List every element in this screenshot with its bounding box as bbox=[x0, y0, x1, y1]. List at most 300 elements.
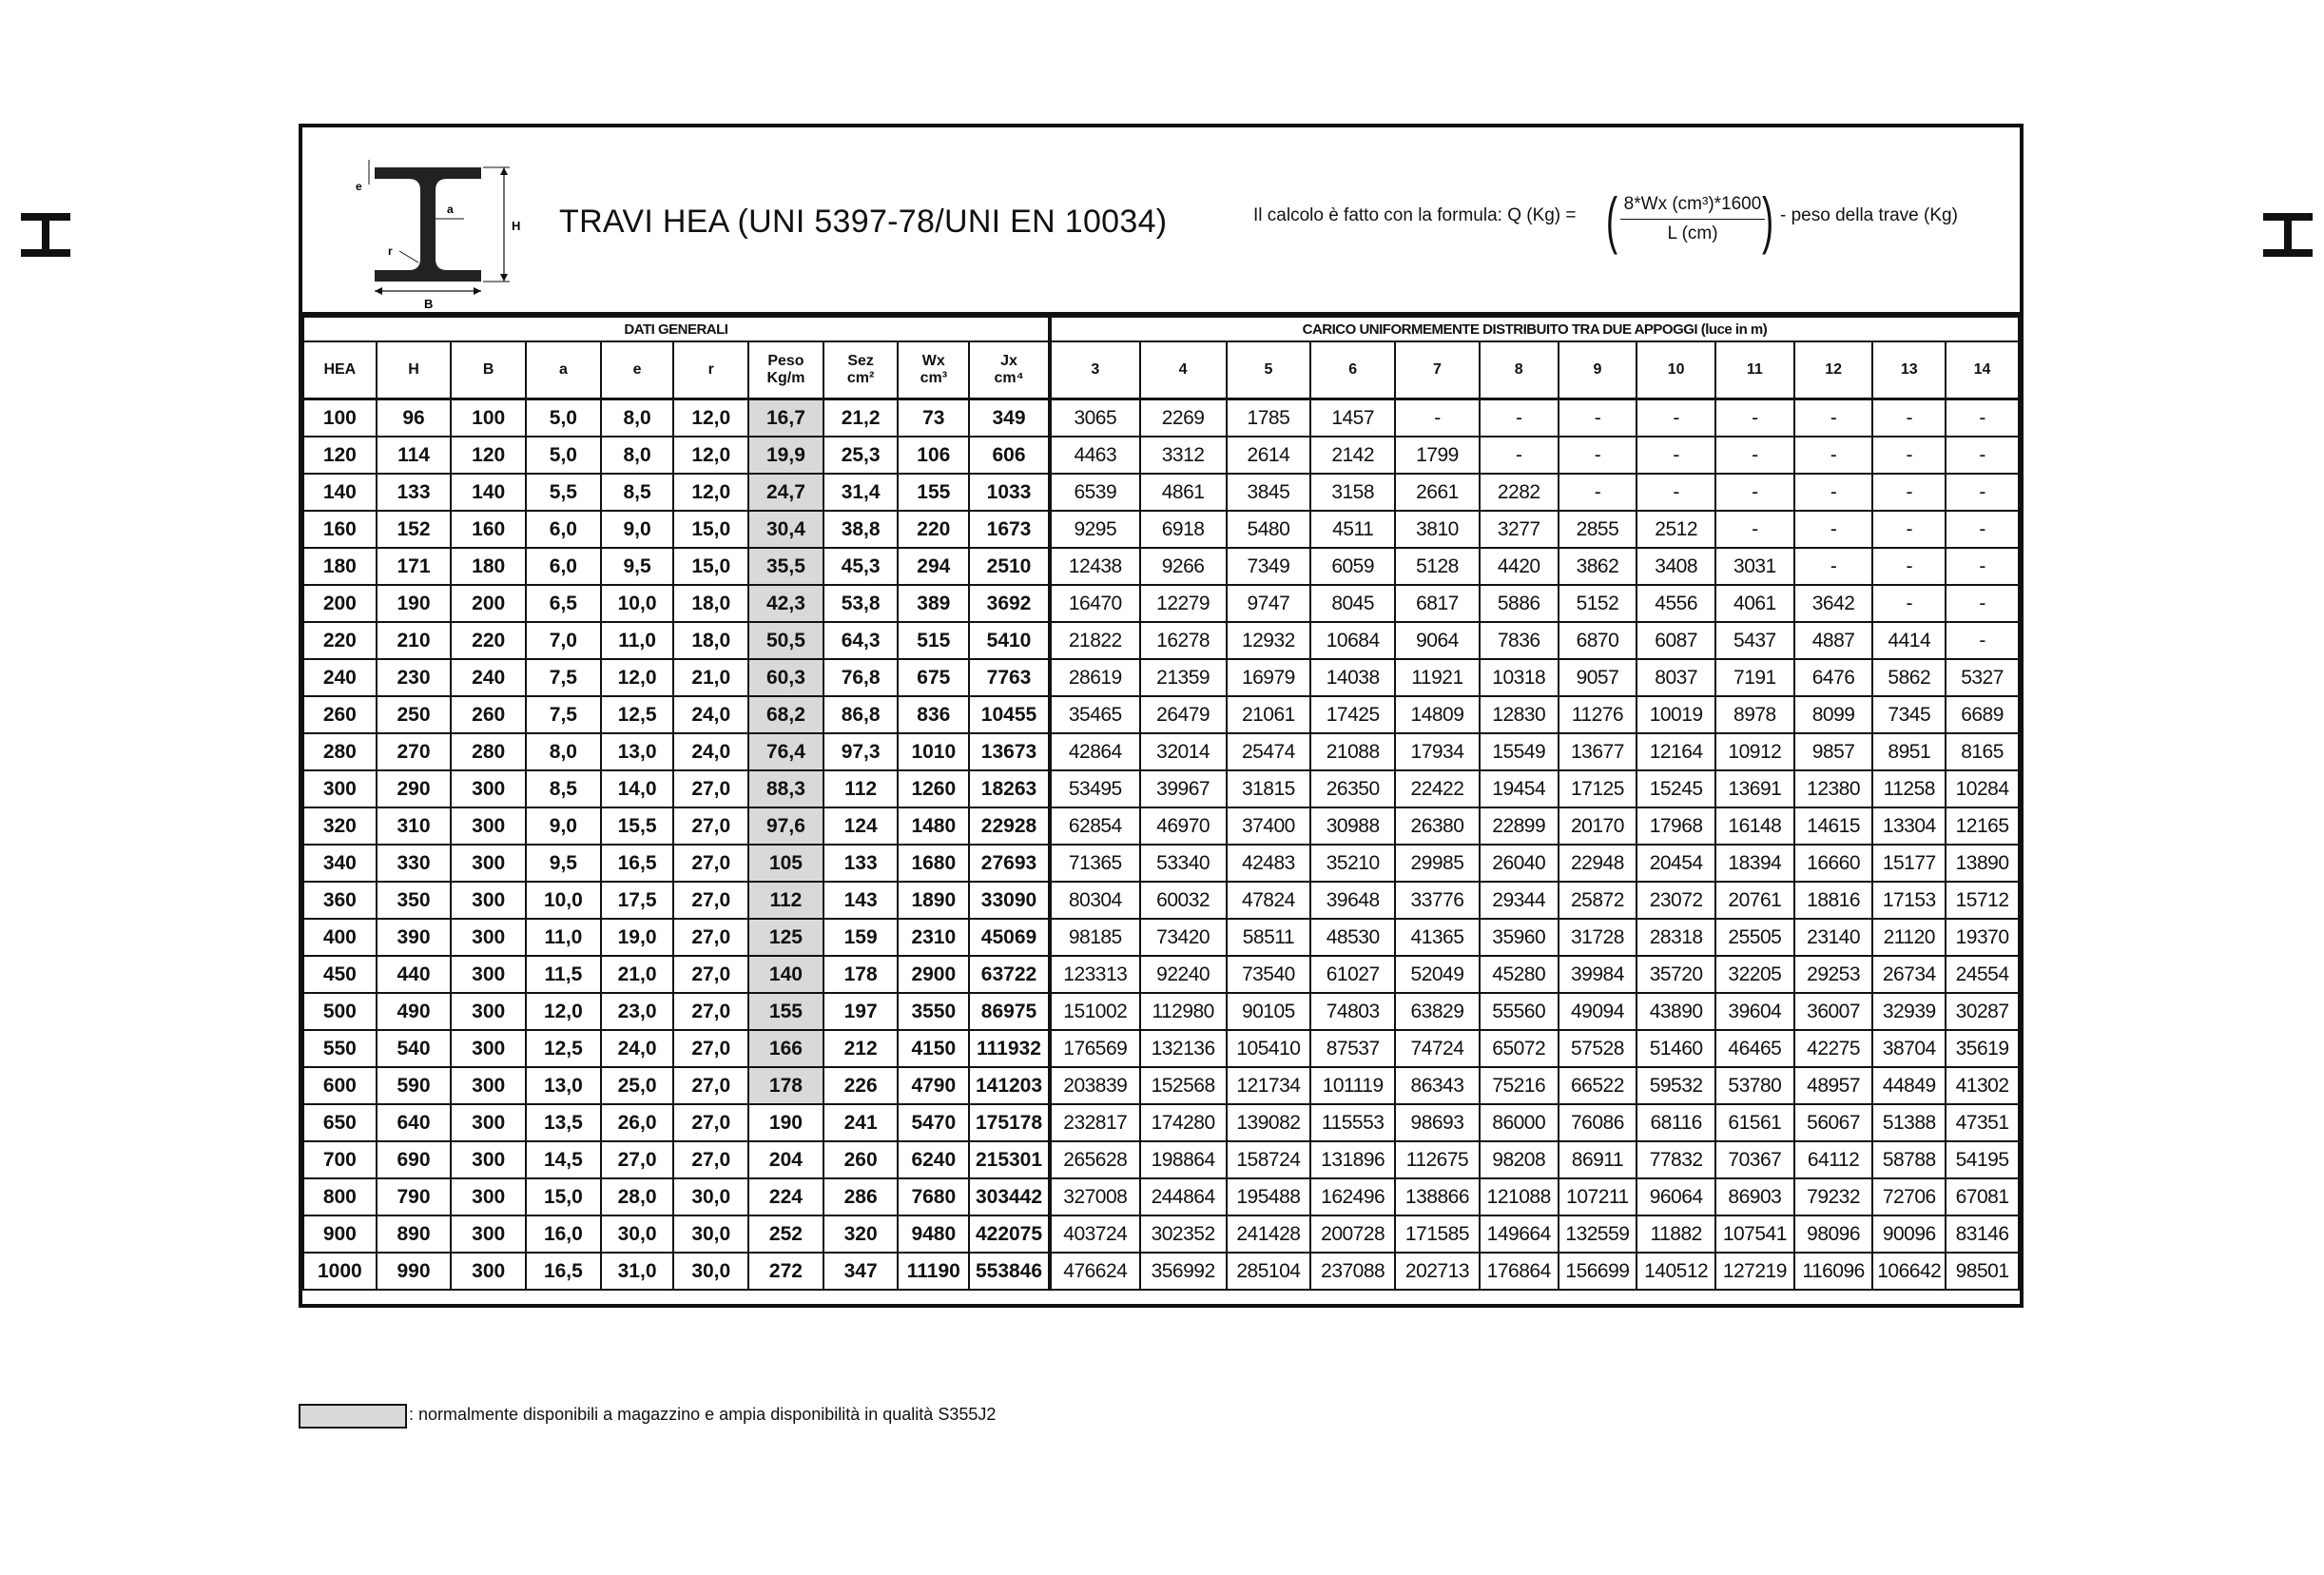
general-cell: 180 bbox=[303, 548, 377, 585]
general-cell: 28,0 bbox=[601, 1178, 674, 1215]
general-cell: 490 bbox=[377, 993, 452, 1030]
general-cell: 8,0 bbox=[601, 437, 674, 474]
load-cell: 68116 bbox=[1636, 1104, 1715, 1141]
general-cell: 16,0 bbox=[526, 1215, 601, 1253]
general-cell: 204 bbox=[748, 1141, 823, 1178]
general-cell: 30,0 bbox=[673, 1178, 748, 1215]
load-cell: 5152 bbox=[1559, 585, 1637, 622]
general-cell: 300 bbox=[451, 1030, 526, 1067]
load-cell: 6689 bbox=[1946, 696, 2019, 733]
general-cell: 350 bbox=[377, 882, 452, 919]
table-row bbox=[303, 474, 2019, 511]
column-header-label: a bbox=[558, 361, 568, 378]
load-cell: 51388 bbox=[1872, 1104, 1946, 1141]
load-cell: 121734 bbox=[1227, 1067, 1311, 1104]
load-cell: 139082 bbox=[1227, 1104, 1311, 1141]
load-cell: 17934 bbox=[1395, 733, 1480, 770]
span-header: 6 bbox=[1310, 341, 1395, 399]
load-cell: 8037 bbox=[1636, 659, 1715, 696]
general-cell: 280 bbox=[303, 733, 377, 770]
general-cell: 9,0 bbox=[526, 807, 601, 845]
general-cell: 23,0 bbox=[601, 993, 674, 1030]
column-header bbox=[748, 341, 823, 399]
load-cell: 13304 bbox=[1872, 807, 1946, 845]
general-cell: 270 bbox=[377, 733, 452, 770]
general-cell: 2510 bbox=[969, 548, 1050, 585]
formula-numerator: 8*Wx (cm³)*1600 bbox=[1620, 194, 1765, 220]
load-cell: 64112 bbox=[1794, 1141, 1873, 1178]
load-cell: 131896 bbox=[1310, 1141, 1395, 1178]
load-cell: 476624 bbox=[1050, 1253, 1140, 1290]
general-cell: 7,5 bbox=[526, 696, 601, 733]
load-cell: - bbox=[1559, 474, 1637, 511]
general-cell: 2900 bbox=[898, 956, 969, 993]
load-cell: 4061 bbox=[1715, 585, 1794, 622]
load-cell: 26380 bbox=[1395, 807, 1480, 845]
load-cell: 2855 bbox=[1559, 511, 1637, 548]
general-cell: 5470 bbox=[898, 1104, 969, 1141]
column-header-unit: Kg/m bbox=[766, 370, 805, 386]
load-cell: 8165 bbox=[1946, 733, 2019, 770]
load-cell: 10318 bbox=[1480, 659, 1559, 696]
load-cell: 48530 bbox=[1310, 919, 1395, 956]
load-cell: 35210 bbox=[1310, 845, 1395, 882]
load-cell: 21822 bbox=[1050, 622, 1140, 659]
general-cell: 171 bbox=[377, 548, 452, 585]
load-cell: 9857 bbox=[1794, 733, 1873, 770]
load-cell: 3277 bbox=[1480, 511, 1559, 548]
span-header: 8 bbox=[1480, 341, 1559, 399]
column-header-label: r bbox=[707, 361, 714, 378]
general-cell: 6,0 bbox=[526, 511, 601, 548]
general-cell: 11,0 bbox=[526, 919, 601, 956]
general-cell: 27,0 bbox=[601, 1141, 674, 1178]
general-cell: 13,0 bbox=[526, 1067, 601, 1104]
load-cell: 15549 bbox=[1480, 733, 1559, 770]
column-header-unit: cm³ bbox=[920, 370, 948, 386]
general-cell: 197 bbox=[823, 993, 899, 1030]
load-cell: 36007 bbox=[1794, 993, 1873, 1030]
load-cell: 4511 bbox=[1310, 511, 1395, 548]
general-cell: 9480 bbox=[898, 1215, 969, 1253]
general-cell: 30,0 bbox=[673, 1253, 748, 1290]
weight-cell-in-stock: 19,9 bbox=[748, 437, 823, 474]
load-cell: 13890 bbox=[1946, 845, 2019, 882]
load-cell: 13677 bbox=[1559, 733, 1637, 770]
general-cell: 27,0 bbox=[673, 807, 748, 845]
column-header-unit: cm² bbox=[846, 370, 875, 386]
load-cell: 21120 bbox=[1872, 919, 1946, 956]
general-cell: 450 bbox=[303, 956, 377, 993]
general-cell: 1000 bbox=[303, 1253, 377, 1290]
load-cell: 98693 bbox=[1395, 1104, 1480, 1141]
load-cell: 57528 bbox=[1559, 1030, 1637, 1067]
load-cell: 61027 bbox=[1310, 956, 1395, 993]
general-cell: 294 bbox=[898, 548, 969, 585]
load-cell: 92240 bbox=[1140, 956, 1227, 993]
load-cell: 12830 bbox=[1480, 696, 1559, 733]
general-cell: 63722 bbox=[969, 956, 1050, 993]
load-cell: 232817 bbox=[1050, 1104, 1140, 1141]
load-cell: 112675 bbox=[1395, 1141, 1480, 1178]
general-cell: 6,5 bbox=[526, 585, 601, 622]
load-cell: - bbox=[1559, 437, 1637, 474]
load-cell: 56067 bbox=[1794, 1104, 1873, 1141]
table-row bbox=[303, 845, 2019, 882]
general-cell: 15,0 bbox=[526, 1178, 601, 1215]
general-cell: 600 bbox=[303, 1067, 377, 1104]
right-paren-icon: ) bbox=[1761, 185, 1774, 255]
load-cell: 96064 bbox=[1636, 1178, 1715, 1215]
load-cell: 75216 bbox=[1480, 1067, 1559, 1104]
weight-cell-in-stock: 166 bbox=[748, 1030, 823, 1067]
general-cell: 3550 bbox=[898, 993, 969, 1030]
load-cell: 35960 bbox=[1480, 919, 1559, 956]
load-cell: 41302 bbox=[1946, 1067, 2019, 1104]
load-cell: - bbox=[1715, 437, 1794, 474]
general-cell: 422075 bbox=[969, 1215, 1050, 1253]
load-cell: 203839 bbox=[1050, 1067, 1140, 1104]
column-header bbox=[526, 341, 601, 399]
general-cell: 2310 bbox=[898, 919, 969, 956]
load-cell: 10284 bbox=[1946, 770, 2019, 807]
general-cell: 360 bbox=[303, 882, 377, 919]
column-header-label: B bbox=[482, 361, 494, 378]
load-cell: 174280 bbox=[1140, 1104, 1227, 1141]
load-cell: 4420 bbox=[1480, 548, 1559, 585]
load-cell: - bbox=[1794, 548, 1873, 585]
general-cell: 31,0 bbox=[601, 1253, 674, 1290]
general-cell: 215301 bbox=[969, 1141, 1050, 1178]
load-cell: 12932 bbox=[1227, 622, 1311, 659]
general-cell: 30,0 bbox=[601, 1215, 674, 1253]
weight-cell-in-stock: 178 bbox=[748, 1067, 823, 1104]
general-cell: 650 bbox=[303, 1104, 377, 1141]
formula-suffix: - peso della trave (Kg) bbox=[1780, 205, 1958, 225]
general-cell: 133 bbox=[377, 474, 452, 511]
load-cell: - bbox=[1872, 437, 1946, 474]
load-cell: 55560 bbox=[1480, 993, 1559, 1030]
load-cell: - bbox=[1636, 474, 1715, 511]
general-cell: 300 bbox=[451, 993, 526, 1030]
load-cell: - bbox=[1872, 585, 1946, 622]
load-cell: 9064 bbox=[1395, 622, 1480, 659]
left-paren-icon: ( bbox=[1605, 185, 1618, 255]
table-row bbox=[303, 1141, 2019, 1178]
load-cell: 13691 bbox=[1715, 770, 1794, 807]
table-row bbox=[303, 696, 2019, 733]
general-cell: 553846 bbox=[969, 1253, 1050, 1290]
span-header: 10 bbox=[1636, 341, 1715, 399]
general-cell: 12,0 bbox=[673, 437, 748, 474]
general-cell: 120 bbox=[451, 437, 526, 474]
general-cell: 15,5 bbox=[601, 807, 674, 845]
load-cell: 83146 bbox=[1946, 1215, 2019, 1253]
general-cell: 12,5 bbox=[601, 696, 674, 733]
general-cell: 8,5 bbox=[601, 474, 674, 511]
general-cell: 6240 bbox=[898, 1141, 969, 1178]
load-cell: 2512 bbox=[1636, 511, 1715, 548]
general-cell: 6,0 bbox=[526, 548, 601, 585]
general-cell: 300 bbox=[451, 919, 526, 956]
load-cell: 12164 bbox=[1636, 733, 1715, 770]
load-cell: 20454 bbox=[1636, 845, 1715, 882]
load-cell: 12279 bbox=[1140, 585, 1227, 622]
load-cell: 19454 bbox=[1480, 770, 1559, 807]
load-cell: 106642 bbox=[1872, 1253, 1946, 1290]
general-cell: 97,3 bbox=[823, 733, 899, 770]
load-cell: 60032 bbox=[1140, 882, 1227, 919]
general-cell: 12,0 bbox=[673, 399, 748, 438]
column-header-label: Sez bbox=[847, 353, 874, 369]
load-cell: 29985 bbox=[1395, 845, 1480, 882]
load-cell: 20761 bbox=[1715, 882, 1794, 919]
load-cell: 3158 bbox=[1310, 474, 1395, 511]
weight-cell-in-stock: 112 bbox=[748, 882, 823, 919]
load-cell: 22899 bbox=[1480, 807, 1559, 845]
span-header: 12 bbox=[1794, 341, 1873, 399]
load-cell: 79232 bbox=[1794, 1178, 1873, 1215]
load-cell: 8951 bbox=[1872, 733, 1946, 770]
load-cell: 49094 bbox=[1559, 993, 1637, 1030]
general-cell: 24,0 bbox=[601, 1030, 674, 1067]
general-cell: 280 bbox=[451, 733, 526, 770]
weight-cell-in-stock: 76,4 bbox=[748, 733, 823, 770]
general-cell: 15,0 bbox=[673, 511, 748, 548]
load-cell: 32014 bbox=[1140, 733, 1227, 770]
load-cell: 10019 bbox=[1636, 696, 1715, 733]
general-cell: 515 bbox=[898, 622, 969, 659]
table-row bbox=[303, 1104, 2019, 1141]
general-cell: 180 bbox=[451, 548, 526, 585]
general-cell: 260 bbox=[823, 1141, 899, 1178]
load-cell: 24554 bbox=[1946, 956, 2019, 993]
load-cell: 43890 bbox=[1636, 993, 1715, 1030]
general-cell: 300 bbox=[451, 882, 526, 919]
load-cell: 4463 bbox=[1050, 437, 1140, 474]
general-cell: 540 bbox=[377, 1030, 452, 1067]
load-cell: 21061 bbox=[1227, 696, 1311, 733]
general-cell: 30,0 bbox=[673, 1215, 748, 1253]
formula-fraction bbox=[1620, 194, 1765, 244]
load-cell: 3312 bbox=[1140, 437, 1227, 474]
load-cell: 285104 bbox=[1227, 1253, 1311, 1290]
load-cell: 17425 bbox=[1310, 696, 1395, 733]
load-cell: 158724 bbox=[1227, 1141, 1311, 1178]
general-cell: 220 bbox=[451, 622, 526, 659]
load-cell: - bbox=[1715, 399, 1794, 438]
load-cell: 152568 bbox=[1140, 1067, 1227, 1104]
load-cell: 59532 bbox=[1636, 1067, 1715, 1104]
load-cell: 200728 bbox=[1310, 1215, 1395, 1253]
load-cell: 244864 bbox=[1140, 1178, 1227, 1215]
general-cell: 16,5 bbox=[526, 1253, 601, 1290]
load-cell: 23072 bbox=[1636, 882, 1715, 919]
load-cell: 14809 bbox=[1395, 696, 1480, 733]
column-header bbox=[898, 341, 969, 399]
load-cell: 53780 bbox=[1715, 1067, 1794, 1104]
table-row bbox=[303, 622, 2019, 659]
weight-cell-in-stock: 50,5 bbox=[748, 622, 823, 659]
load-cell: 2661 bbox=[1395, 474, 1480, 511]
load-cell: 73420 bbox=[1140, 919, 1227, 956]
general-cell: 1890 bbox=[898, 882, 969, 919]
general-cell: 10,0 bbox=[526, 882, 601, 919]
load-cell: 11276 bbox=[1559, 696, 1637, 733]
table-row bbox=[303, 993, 2019, 1030]
load-cell: 241428 bbox=[1227, 1215, 1311, 1253]
table-row bbox=[303, 511, 2019, 548]
load-cell: 4414 bbox=[1872, 622, 1946, 659]
load-cell: 39648 bbox=[1310, 882, 1395, 919]
load-cell: 8978 bbox=[1715, 696, 1794, 733]
load-cell: 8099 bbox=[1794, 696, 1873, 733]
general-cell: 1260 bbox=[898, 770, 969, 807]
load-cell: 265628 bbox=[1050, 1141, 1140, 1178]
general-cell: 45,3 bbox=[823, 548, 899, 585]
table-row bbox=[303, 659, 2019, 696]
general-cell: 300 bbox=[451, 1178, 526, 1215]
general-cell: 226 bbox=[823, 1067, 899, 1104]
general-cell: 210 bbox=[377, 622, 452, 659]
column-header-label: Wx bbox=[921, 353, 945, 369]
general-cell: 100 bbox=[303, 399, 377, 438]
load-cell: 87537 bbox=[1310, 1030, 1395, 1067]
load-cell: 7349 bbox=[1227, 548, 1311, 585]
load-cell: 21088 bbox=[1310, 733, 1395, 770]
general-cell: 303442 bbox=[969, 1178, 1050, 1215]
general-cell: 27,0 bbox=[673, 845, 748, 882]
load-cell: 3845 bbox=[1227, 474, 1311, 511]
load-cell: 6870 bbox=[1559, 622, 1637, 659]
load-cell: 26350 bbox=[1310, 770, 1395, 807]
load-cell: 41365 bbox=[1395, 919, 1480, 956]
general-cell: 12,0 bbox=[526, 993, 601, 1030]
load-cell: - bbox=[1715, 474, 1794, 511]
general-cell: 1033 bbox=[969, 474, 1050, 511]
load-cell: 18816 bbox=[1794, 882, 1873, 919]
load-cell: 90096 bbox=[1872, 1215, 1946, 1253]
table-row bbox=[303, 1215, 2019, 1253]
load-cell: 44849 bbox=[1872, 1067, 1946, 1104]
column-header-label: Jx bbox=[1000, 353, 1017, 369]
general-cell: 290 bbox=[377, 770, 452, 807]
general-cell: 300 bbox=[451, 1215, 526, 1253]
general-cell: 13,0 bbox=[601, 733, 674, 770]
load-cell: 39967 bbox=[1140, 770, 1227, 807]
load-cell: 5480 bbox=[1227, 511, 1311, 548]
load-cell: 9266 bbox=[1140, 548, 1227, 585]
load-cell: 11882 bbox=[1636, 1215, 1715, 1253]
load-cell: 9057 bbox=[1559, 659, 1637, 696]
load-cell: 3862 bbox=[1559, 548, 1637, 585]
load-cell: - bbox=[1872, 511, 1946, 548]
load-cell: 4887 bbox=[1794, 622, 1873, 659]
weight-cell-in-stock: 88,3 bbox=[748, 770, 823, 807]
general-cell: 21,2 bbox=[823, 399, 899, 438]
general-cell: 241 bbox=[823, 1104, 899, 1141]
load-cell: - bbox=[1794, 437, 1873, 474]
load-cell: 3810 bbox=[1395, 511, 1480, 548]
load-cell: 356992 bbox=[1140, 1253, 1227, 1290]
load-cell: 237088 bbox=[1310, 1253, 1395, 1290]
load-cell: 47351 bbox=[1946, 1104, 2019, 1141]
load-cell: 12380 bbox=[1794, 770, 1873, 807]
weight-cell-in-stock: 125 bbox=[748, 919, 823, 956]
load-cell: 6817 bbox=[1395, 585, 1480, 622]
load-cell: 132559 bbox=[1559, 1215, 1637, 1253]
load-cell: - bbox=[1946, 437, 2019, 474]
load-cell: 19370 bbox=[1946, 919, 2019, 956]
load-cell: 2142 bbox=[1310, 437, 1395, 474]
load-cell: 31728 bbox=[1559, 919, 1637, 956]
general-cell: 31,4 bbox=[823, 474, 899, 511]
load-cell: 7191 bbox=[1715, 659, 1794, 696]
general-cell: 160 bbox=[451, 511, 526, 548]
load-cell: 112980 bbox=[1140, 993, 1227, 1030]
load-cell: 4556 bbox=[1636, 585, 1715, 622]
general-cell: 300 bbox=[451, 845, 526, 882]
weight-cell-in-stock: 35,5 bbox=[748, 548, 823, 585]
general-cell: 124 bbox=[823, 807, 899, 845]
general-cell: 159 bbox=[823, 919, 899, 956]
load-cell: 7836 bbox=[1480, 622, 1559, 659]
load-cell: - bbox=[1794, 511, 1873, 548]
load-cell: 21359 bbox=[1140, 659, 1227, 696]
general-cell: 14,5 bbox=[526, 1141, 601, 1178]
load-cell: 71365 bbox=[1050, 845, 1140, 882]
general-cell: 700 bbox=[303, 1141, 377, 1178]
load-cell: 52049 bbox=[1395, 956, 1480, 993]
load-cell: 4861 bbox=[1140, 474, 1227, 511]
general-cell: 160 bbox=[303, 511, 377, 548]
weight-cell-in-stock: 105 bbox=[748, 845, 823, 882]
load-cell: - bbox=[1480, 399, 1559, 438]
load-cell: 16470 bbox=[1050, 585, 1140, 622]
load-cell: 162496 bbox=[1310, 1178, 1395, 1215]
column-header-label: HEA bbox=[323, 361, 357, 378]
load-cell: 77832 bbox=[1636, 1141, 1715, 1178]
general-cell: 24,0 bbox=[673, 733, 748, 770]
load-cell: 62854 bbox=[1050, 807, 1140, 845]
general-cell: 27,0 bbox=[673, 993, 748, 1030]
general-cell: 21,0 bbox=[601, 956, 674, 993]
weight-cell-in-stock: 60,3 bbox=[748, 659, 823, 696]
general-cell: 390 bbox=[377, 919, 452, 956]
general-cell: 790 bbox=[377, 1178, 452, 1215]
general-cell: 26,0 bbox=[601, 1104, 674, 1141]
load-cell: 195488 bbox=[1227, 1178, 1311, 1215]
load-cell: 61561 bbox=[1715, 1104, 1794, 1141]
load-cell: 35720 bbox=[1636, 956, 1715, 993]
general-cell: 800 bbox=[303, 1178, 377, 1215]
load-cell: 6918 bbox=[1140, 511, 1227, 548]
table-body bbox=[303, 399, 2019, 1291]
span-header: 14 bbox=[1946, 341, 2019, 399]
load-cell: 115553 bbox=[1310, 1104, 1395, 1141]
load-cell: 42864 bbox=[1050, 733, 1140, 770]
load-cell: 45280 bbox=[1480, 956, 1559, 993]
general-cell: 143 bbox=[823, 882, 899, 919]
general-cell: 8,5 bbox=[526, 770, 601, 807]
general-cell: 21,0 bbox=[673, 659, 748, 696]
legend-text: : normalmente disponibili a magazzino e ampia disponibilità in qualità S355J2 bbox=[409, 1405, 997, 1424]
general-cell: 400 bbox=[303, 919, 377, 956]
load-cell: - bbox=[1872, 548, 1946, 585]
general-cell: 347 bbox=[823, 1253, 899, 1290]
column-header bbox=[823, 341, 899, 399]
load-cell: 42275 bbox=[1794, 1030, 1873, 1067]
